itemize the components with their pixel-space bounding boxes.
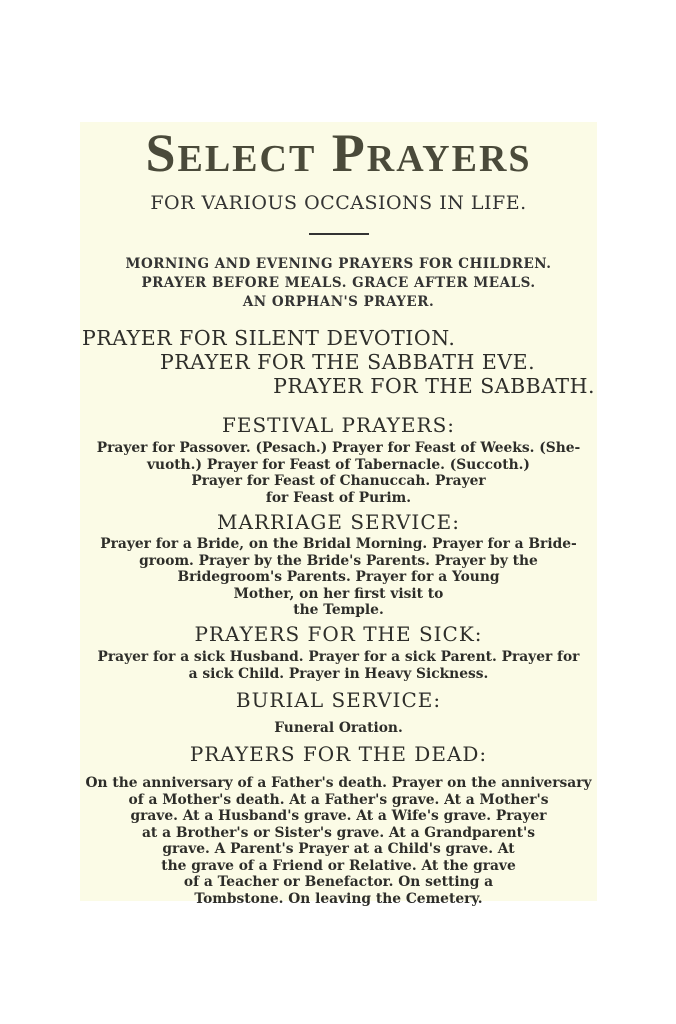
dead-line: of a Teacher or Benefactor. On setting a <box>183 874 494 890</box>
marriage-list <box>80 536 597 619</box>
dead-list <box>80 775 597 907</box>
marriage-line: groom. Prayer by the Bride's Parents. Prayer by the <box>139 552 538 569</box>
orphan-prayer-line: AN ORPHAN'S PRAYER. <box>242 294 435 310</box>
children-prayers-line: MORNING AND EVENING PRAYERS FOR CHILDREN. <box>125 256 552 272</box>
sick-line: Prayer for a sick Husband. Prayer for a sick Parent. Prayer for <box>97 649 580 665</box>
divider-rule <box>309 233 369 235</box>
marriage-line: the Temple. <box>293 602 384 618</box>
marriage-line: Prayer for a Bride, on the Bridal Morning. Prayer for a Bride- <box>100 536 577 552</box>
sabbath-eve-line: PRAYER FOR THE SABBATH EVE. <box>160 350 536 374</box>
burial-line: Funeral Oration. <box>274 720 403 736</box>
festival-list <box>80 440 597 506</box>
dead-line: of a Mother's death. At a Father's grave. At a Mother's <box>128 791 549 808</box>
festival-line: vuoth.) Prayer for Feast of Tabernacle. (Succoth.) <box>147 456 530 473</box>
marriage-heading: MARRIAGE SERVICE: <box>217 510 460 534</box>
dead-line: grave. A Parent's Prayer at a Child's grave. At <box>162 841 515 857</box>
festival-line: for Feast of Purim. <box>265 489 412 506</box>
sick-heading: PRAYERS FOR THE SICK: <box>194 622 483 646</box>
dead-line: On the anniversary of a Father's death. Prayer on the anniversary <box>85 775 592 791</box>
festival-heading: FESTIVAL PRAYERS: <box>221 413 456 437</box>
book-page <box>80 122 597 907</box>
festival-line: Prayer for Feast of Chanuccah. Prayer <box>191 473 486 489</box>
sick-list <box>80 649 597 682</box>
marriage-line: Mother, on her first visit to <box>233 585 444 602</box>
burial-list <box>80 720 597 737</box>
meals-prayers-line: PRAYER BEFORE MEALS. GRACE AFTER MEALS. <box>141 275 536 291</box>
marriage-line: Bridegroom's Parents. Prayer for a Young <box>177 569 500 585</box>
dead-heading: PRAYERS FOR THE DEAD: <box>189 742 488 766</box>
dead-line: at a Brother's or Sister's grave. At a Grandparent's <box>141 824 536 841</box>
sabbath-line: PRAYER FOR THE SABBATH. <box>273 374 595 398</box>
festival-line: Prayer for Passover. (Pesach.) Prayer for Feast of Weeks. (She- <box>96 440 581 456</box>
silent-devotion-line: PRAYER FOR SILENT DEVOTION. <box>82 326 456 350</box>
page-title: Select Prayers <box>145 123 532 183</box>
page-subtitle: FOR VARIOUS OCCASIONS IN LIFE. <box>150 192 527 214</box>
dead-line: the grave of a Friend or Relative. At the grave <box>161 857 516 874</box>
dead-line: grave. At a Husband's grave. At a Wife's grave. Prayer <box>130 808 547 824</box>
burial-heading: BURIAL SERVICE: <box>235 688 442 712</box>
sick-line: a sick Child. Prayer in Heavy Sickness. <box>188 665 489 682</box>
dead-line: Tombstone. On leaving the Cemetery. <box>194 890 483 907</box>
